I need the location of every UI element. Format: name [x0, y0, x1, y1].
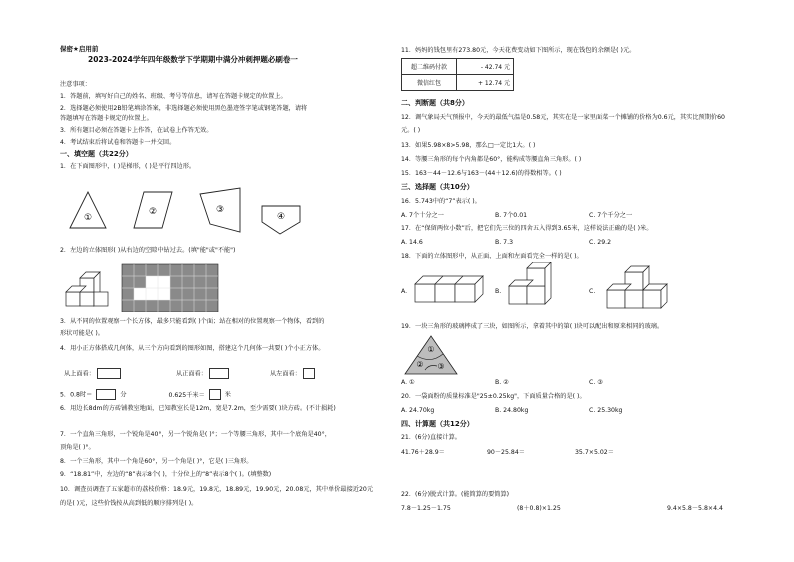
note-2: 2．选择题必须使用2B铅笔填涂答案，非选择题必须使用黑色墨迹签字笔或钢笔答题，请将: [60, 105, 308, 112]
question-10b: 的是( )元，这些价钱按从高到低的顺序排列是( )。: [60, 500, 198, 507]
q22-item-1: 7.8－1.25－1.75: [401, 505, 451, 512]
table-row: [402, 59, 514, 75]
note-1: 1．答题前，填写好自己的姓名、班级、考号等信息，请写在答题卡规定的位置上。: [60, 93, 287, 100]
q2-figures: [60, 262, 240, 312]
note-3: 3．所有题目必须在答题卡上作答，在试卷上作答无效。: [60, 127, 213, 134]
question-10a: 10．调查员调查了五家超市的荔枝价格：18.9元，19.8元，18.89元，19.90元，20.08元，其中单价最接近20元: [60, 486, 374, 493]
balance-table: [401, 58, 514, 91]
question-6: 6．用边长8dm的方砖铺教室地面，已知教室长是12m，宽是7.2m，至少需要( )块方砖。(不计损耗): [60, 405, 336, 412]
q20-option-c: C. 25.30kg: [589, 407, 623, 414]
section-2-heading: 二、判断题（共8分）: [401, 99, 469, 107]
q17-option-a: A. 14.6: [401, 239, 423, 246]
question-4: 4．用小正方体搭成几何体，从三个方向看到的图形如图，搭建这个几何体一共要( )个小正方体。: [60, 345, 325, 352]
q18-option-a: A.: [401, 288, 408, 295]
section-4-heading: 四、计算题（共12分）: [401, 420, 474, 428]
cube-stack: [66, 272, 108, 306]
note-4: 4．考试结束后将试卷和答题卡一并交回。: [60, 139, 176, 146]
question-22: 22．(6分)脱式计算。(能简算的要简算): [401, 491, 510, 498]
question-8: 8．一个三角形，其中一个角是60°，另一个角是( )°，它是( )三角形。: [60, 458, 253, 465]
shape-label-1: ①: [83, 213, 93, 223]
view-from-left-label: 从左面看：: [270, 370, 301, 378]
q17-option-b: B. 7.3: [495, 239, 514, 246]
q1-shapes: [60, 186, 390, 236]
left-column: [0, 0, 395, 562]
q19-option-c: C. ③: [589, 379, 603, 386]
question-7a: 7．一个直角三角形，一个锐角是40°，另一个锐角是( )°；一个等腰三角形，其中一个底角是40°，: [60, 431, 331, 438]
figure-a: [415, 276, 483, 302]
question-1: 1．在下面图形中，( )是梯形，( )是平行四边形。: [60, 163, 196, 170]
q21-item-3: 35.7×5.02＝: [575, 449, 614, 456]
table-cell-value: - 42.74 元: [457, 59, 514, 75]
q21-item-1: 41.76＋28.9＝: [401, 449, 445, 456]
question-13: 13．如果5.98×8>5.98，那么□一定比1大。( ): [401, 142, 536, 149]
view-from-left: [270, 368, 315, 379]
q19-option-b: B. ②: [495, 379, 509, 386]
question-3b: 形状可能是( )。: [60, 330, 104, 337]
view-from-top-label: 从上面看：: [64, 370, 95, 378]
q17-option-c: C. 29.2: [589, 239, 612, 246]
q5-part-d: 米: [224, 391, 231, 399]
q18-figures: [411, 262, 671, 314]
view-left-box: [303, 368, 315, 379]
q16-option-c: C. 7个千分之一: [589, 212, 633, 219]
question-5: [60, 389, 231, 400]
q16-option-a: A. 7个十分之一: [401, 212, 444, 219]
question-18: 18．下面的立体图形中，从正面、上面和左面看完全一样的是( )。: [401, 253, 583, 260]
q19-option-a: A. ①: [401, 379, 415, 386]
view-front-box: [209, 368, 229, 379]
question-12a: 12．调气象局天气预报中，今天的最低气温是0.58元，其实在是一家里面菜一个摊铺的价格为0.6元，其实比预期价60: [401, 114, 725, 121]
question-2: 2．左边的立体图形( )从右边的空隙中钻过去。(填"能"或"不能"): [60, 247, 236, 254]
secret-label: 保密★启用前: [60, 45, 99, 53]
question-7b: 顶角是( )°。: [60, 444, 95, 451]
note-2-cont: 答题填写在答题卡规定的位置上。: [60, 115, 153, 122]
table-cell-label: 超二维码付款: [402, 59, 457, 75]
view-from-front: [176, 368, 229, 379]
shape-label-3: ③: [215, 205, 225, 215]
question-20: 20．一袋面粉的质量标准是"25±0.25kg"，下面质量合格的是( )。: [401, 393, 586, 400]
q5-answer-box-2: [209, 389, 221, 400]
shape-label-4: ④: [276, 212, 286, 222]
q5-part-c: 0.625千米＝: [168, 391, 205, 399]
right-column: [397, 0, 794, 562]
figure-b: [509, 262, 551, 304]
q16-option-b: B. 7个0.01: [495, 212, 528, 219]
question-3a: 3．从不同的位置观察一个长方体，最多只能看到( )个面；站在相对的位置观察一个物体，看到的: [60, 318, 325, 325]
question-16: 16．5.743中的“7”表示( )。: [401, 198, 481, 205]
question-21: 21．(6分)直接计算。: [401, 434, 461, 441]
glass-piece-3: ③: [437, 362, 445, 371]
table-cell-value: + 12.74 元: [457, 75, 514, 91]
q5-part-a: 5．0.8时＝: [60, 391, 93, 399]
gap-grid: [122, 264, 218, 312]
question-14: 14．等腰三角形的每个内角都是60°，能构成等腰直角三角形。( ): [401, 156, 582, 163]
figure-c: [607, 266, 667, 308]
question-11: 11．妈妈的钱包里有273.80元，今天花费变动如下图所示，现在钱包的余额是( )元。: [401, 47, 636, 54]
q5-part-b: 分: [120, 391, 127, 399]
table-row: [402, 75, 514, 91]
q20-option-a: A. 24.70kg: [401, 407, 435, 414]
q20-option-b: B. 24.80kg: [495, 407, 529, 414]
view-from-front-label: 从正面看：: [176, 370, 207, 378]
question-15: 15．163－44－12.6与163－(44＋12.6)的得数相等。( ): [401, 170, 562, 177]
glass-piece-1: ①: [427, 345, 435, 354]
q22-item-2: (8＋0.8)×1.25: [517, 505, 561, 512]
shape-label-2: ②: [148, 207, 158, 217]
view-top-box: [97, 368, 121, 379]
notes-heading: 注意事项：: [60, 81, 91, 88]
question-19: 19．一块三角形的玻璃摔成了三块，如图所示，拿着其中的第( )块可以配出和原来相同的玻璃。: [401, 323, 664, 330]
question-17: 17．在“保留两位小数”后，把它们先三位的四舍五入得到3.65米，这样说法正确的是( )米。: [401, 225, 653, 232]
q18-option-c: C.: [589, 288, 596, 295]
glass-piece-2: ②: [416, 360, 424, 369]
page-title: 2023-2024学年四年级数学下学期期中满分冲刺押题必刷卷一: [88, 55, 298, 64]
section-3-heading: 三、选择题（共10分）: [401, 183, 474, 191]
question-12b: 元。( ): [401, 127, 421, 134]
section-1-heading: 一、填空题（共22分）: [60, 150, 133, 158]
q18-option-b: B.: [495, 288, 502, 295]
q21-item-2: 90－25.84＝: [487, 449, 525, 456]
broken-glass-figure: [403, 334, 463, 376]
q22-item-3: 9.4×5.8－5.8×4.4: [667, 505, 723, 512]
q5-answer-box-1: [96, 389, 116, 400]
question-9: 9．“18.81”中，左边的“8”表示8个( )，十分位上的“8”表示8个( )。(填整数): [60, 471, 272, 478]
table-cell-label: 微信红包: [402, 75, 457, 91]
view-from-top: [64, 368, 121, 379]
